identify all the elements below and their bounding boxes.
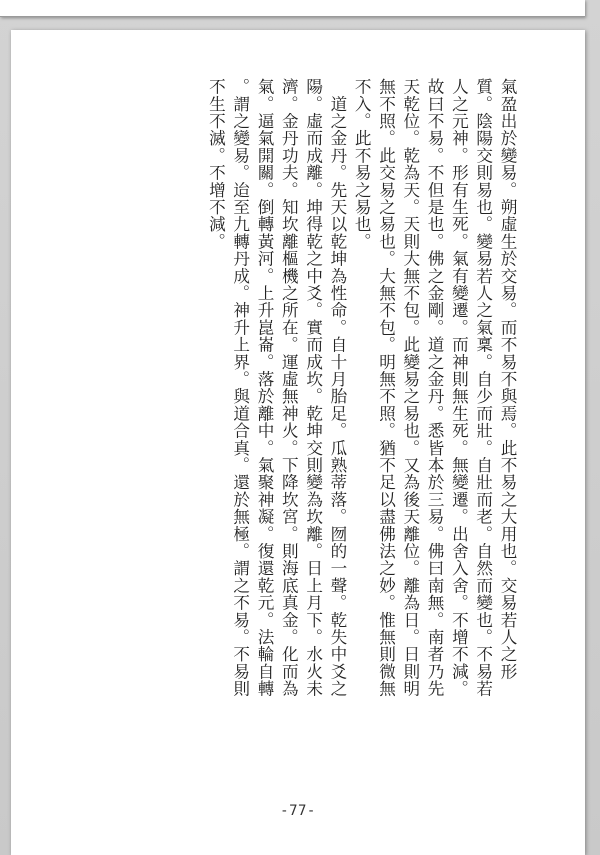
vertical-text-block xyxy=(203,78,519,788)
previous-page-edge xyxy=(0,0,585,17)
text-column: 道之金丹。先天以乾坤為性命。自十月胎足。瓜熟蒂落。囫的一聲。乾失中爻之 xyxy=(327,78,347,698)
text-column: 天乾位。乾為天。天則大無不包。此變易之易也。又為後天離位。離為日。日則明 xyxy=(400,78,420,698)
text-column: 氣盈出於變易。朔虛生於交易。而不易不與焉。此不易之大用也。交易若人之形 xyxy=(498,78,517,680)
text-column: 濟。金丹功夫。知坎離樞機之所在。運虛無神火。下降坎宮。則海底真金。化而為 xyxy=(279,78,299,698)
text-column: 陽。虛而成離。坤得乾之中爻。實而成坎。乾坤交則變為坎離。日上月下。水火未 xyxy=(303,78,323,698)
text-column: 人之元神。形有生死。氣有變遷。而神則無生死。無變遷。出舍入舍。不增不減。 xyxy=(449,78,469,698)
page-number: -77- xyxy=(280,803,316,819)
text-column: 氣。逼氣開關。倒轉黃河。上升崑崙。落於離中。氣聚神凝。復還乾元。法輪自轉 xyxy=(255,78,275,698)
text-column: 質。陰陽交則易也。變易若人之氣稟。自少而壯。自壯而老。自然而變也。不易若 xyxy=(473,78,493,698)
document-page xyxy=(11,30,585,855)
text-column: 不入。此不易之易也。 xyxy=(352,78,372,250)
text-column: 故曰不易。不但是也。佛之金剛。道之金丹。悉皆本於三易。佛曰南無。南者乃先 xyxy=(425,78,445,698)
text-column: 無不照。此交易之易也。大無不包。明無不照。猶不足以盡佛法之妙。惟無則微無 xyxy=(376,78,396,698)
text-column: 。謂之變易。迨至九轉丹成。神升上界。與道合真。還於無極。謂之不易。不易則 xyxy=(230,78,250,698)
text-column: 不生不滅。不增不減。 xyxy=(206,78,226,250)
